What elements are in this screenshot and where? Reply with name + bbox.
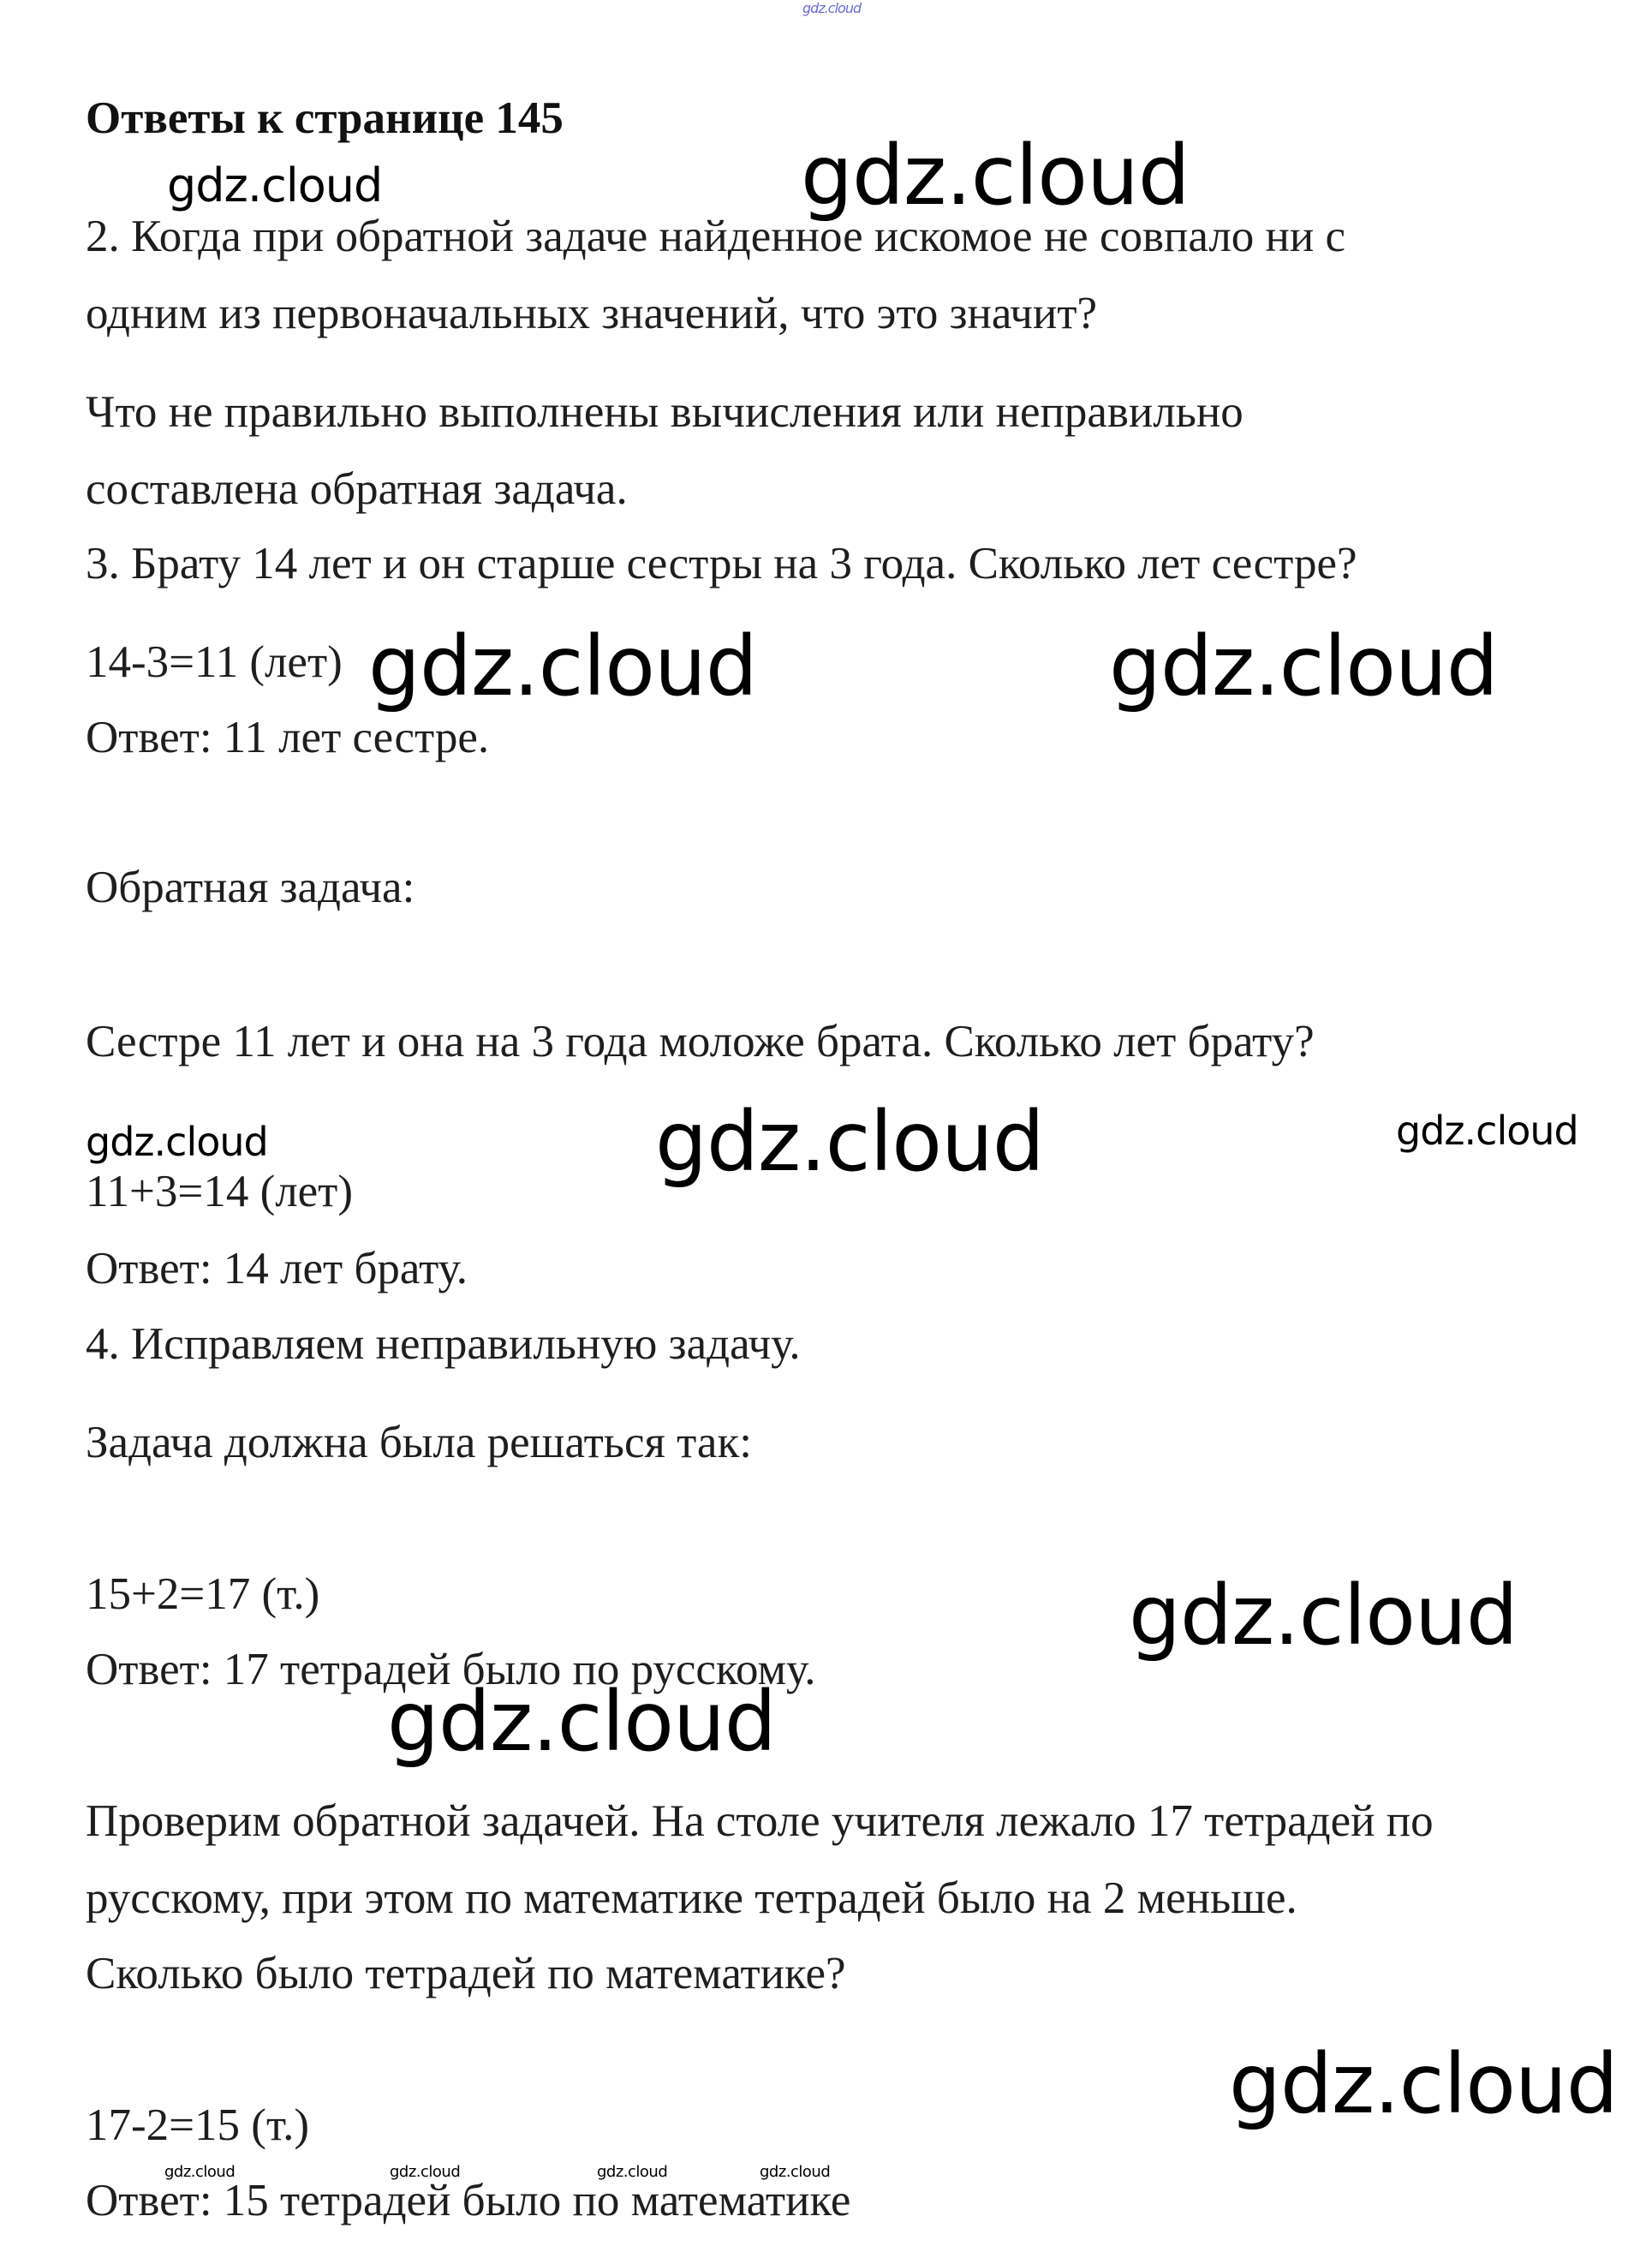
text-line-11: Ответ: 14 лет брату. bbox=[86, 1244, 468, 1293]
watermark: gdz.cloud bbox=[390, 2163, 461, 2181]
watermark: gdz.cloud bbox=[368, 618, 757, 714]
text-line-5: 3. Брату 14 лет и он старше сестры на 3 года. Сколько лет сестре? bbox=[86, 539, 1357, 588]
watermark: gdz.cloud bbox=[167, 158, 383, 212]
watermark: gdz.cloud bbox=[655, 1094, 1044, 1190]
text-line-16: Проверим обратной задачей. На столе учителя лежало 17 тетрадей по bbox=[86, 1796, 1434, 1846]
watermark: gdz.cloud bbox=[801, 128, 1190, 224]
text-line-17: русскому, при этом по математике тетрадей было на 2 меньше. bbox=[86, 1873, 1297, 1923]
watermark: gdz.cloud bbox=[387, 1674, 776, 1770]
text-line-12: 4. Исправляем неправильную задачу. bbox=[86, 1319, 801, 1369]
page-title: Ответы к странице 145 bbox=[86, 93, 564, 143]
watermark: gdz.cloud bbox=[164, 2163, 236, 2181]
text-line-20: Ответ: 15 тетрадей было по математике bbox=[86, 2176, 851, 2225]
text-line-15: Ответ: 17 тетрадей было по русскому. bbox=[86, 1645, 816, 1694]
text-line-2: одним из первоначальных значений, что это значит? bbox=[86, 289, 1098, 338]
watermark: gdz.cloud bbox=[1229, 2036, 1618, 2132]
text-line-14: 15+2=17 (т.) bbox=[86, 1569, 320, 1619]
text-line-7: Ответ: 11 лет сестре. bbox=[86, 713, 490, 762]
text-line-19: 17-2=15 (т.) bbox=[86, 2100, 310, 2150]
watermark: gdz.cloud bbox=[1109, 618, 1498, 714]
watermark-top: gdz.cloud bbox=[802, 0, 862, 16]
watermark: gdz.cloud bbox=[1396, 1108, 1578, 1154]
text-line-18: Сколько было тетрадей по математике? bbox=[86, 1949, 846, 1998]
text-line-1: 2. Когда при обратной задаче найденное искомое не совпало ни с bbox=[86, 212, 1346, 261]
text-line-3: Что не правильно выполнены вычисления или неправильно bbox=[86, 387, 1243, 437]
text-line-8: Обратная задача: bbox=[86, 863, 415, 912]
text-line-13: Задача должна была решаться так: bbox=[86, 1418, 752, 1467]
watermark: gdz.cloud bbox=[1129, 1568, 1518, 1664]
watermark: gdz.cloud bbox=[86, 1119, 268, 1165]
text-line-6: 14-3=11 (лет) bbox=[86, 637, 343, 687]
watermark: gdz.cloud bbox=[760, 2163, 831, 2181]
text-line-10: 11+3=14 (лет) bbox=[86, 1167, 353, 1216]
watermark: gdz.cloud bbox=[597, 2163, 668, 2181]
text-line-9: Сестре 11 лет и она на 3 года моложе брата. Сколько лет брату? bbox=[86, 1017, 1315, 1066]
text-line-4: составлена обратная задача. bbox=[86, 464, 628, 514]
